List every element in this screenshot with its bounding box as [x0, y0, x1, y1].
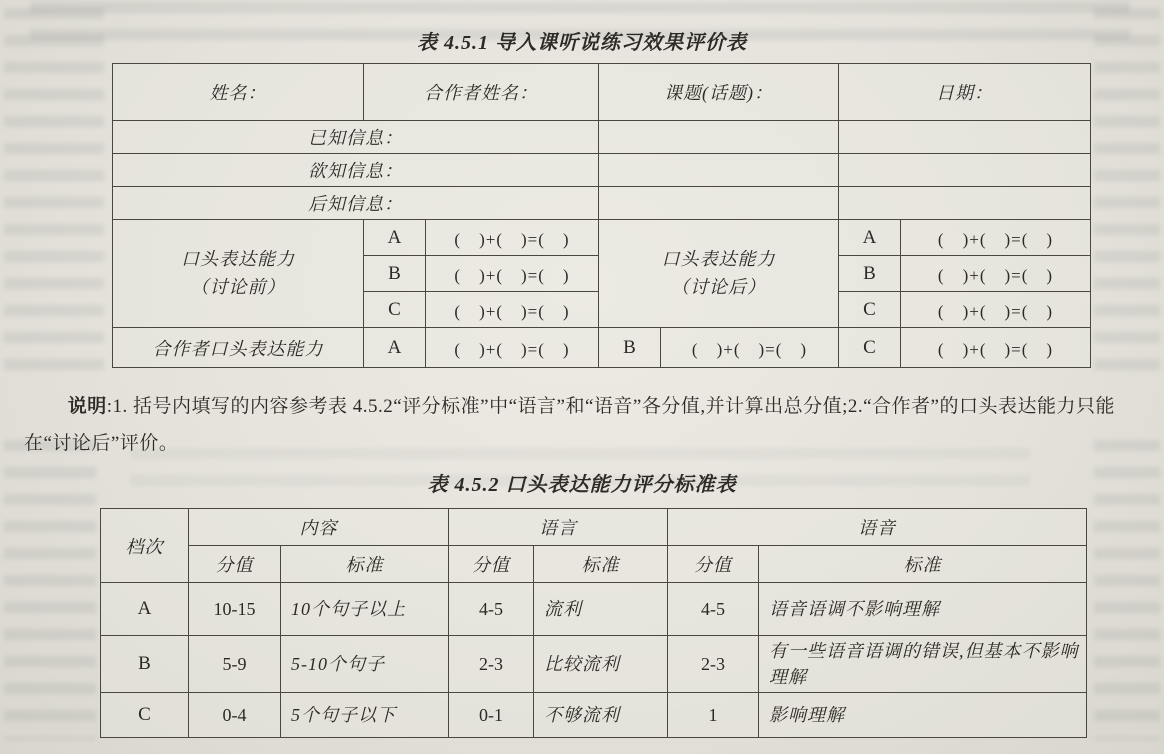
t2-header-content-score: 分值	[189, 546, 281, 583]
t1-partner-grade-c: C	[839, 328, 901, 368]
t1-partner-grade-a: A	[364, 328, 426, 368]
t1-header-name: 姓名：	[113, 64, 364, 121]
t1-partner-formula-b: ( )+( )=( )	[661, 328, 839, 368]
t2-row-c-pron-score: 1	[668, 693, 759, 738]
t1-post-formula-b: ( )+( )=( )	[901, 256, 1091, 292]
t2-header-pronunciation: 语音	[668, 509, 1087, 546]
t2-row-a-pron-score: 4-5	[668, 583, 759, 636]
t1-partner-grade-b: B	[599, 328, 661, 368]
t1-blank-cell	[839, 121, 1091, 154]
t1-learned-info-label: 后知信息：	[113, 187, 599, 220]
t1-want-to-know-label: 欲知信息：	[113, 154, 599, 187]
t2-row-a-content-score: 10-15	[189, 583, 281, 636]
t1-blank-cell	[839, 187, 1091, 220]
t2-header-language-score: 分值	[449, 546, 534, 583]
t1-post-formula-a: ( )+( )=( )	[901, 220, 1091, 256]
t2-header-language: 语言	[449, 509, 668, 546]
note-prefix: 说明	[67, 396, 107, 417]
t2-row-b-content-standard: 5-10个句子	[281, 636, 449, 693]
t1-pre-formula-b: ( )+( )=( )	[426, 256, 599, 292]
table2-title: 表 4.5.2 口头表达能力评分标准表	[427, 474, 737, 496]
t1-pre-formula-a: ( )+( )=( )	[426, 220, 599, 256]
table-note	[24, 388, 1150, 462]
t1-post-grade-b: B	[839, 256, 901, 292]
t1-partner-formula-c: ( )+( )=( )	[901, 328, 1091, 368]
t1-blank-cell	[599, 154, 839, 187]
bleedthrough-ghost	[1094, 8, 1160, 378]
t1-pre-grade-b: B	[364, 256, 426, 292]
t1-post-discussion-label: 口头表达能力 （讨论后）	[599, 220, 839, 328]
note-body: :1. 括号内填写的内容参考表 4.5.2“评分标准”中“语言”和“语音”各分值,并计算出总分值;2.“合作者”的口头表达能力只能在“讨论后”评价。	[24, 396, 1115, 455]
t2-header-content: 内容	[189, 509, 449, 546]
scoring-standard-table-452	[100, 508, 1087, 738]
t1-blank-cell	[839, 154, 1091, 187]
t1-pre-grade-a: A	[364, 220, 426, 256]
t2-header-content-standard: 标准	[281, 546, 449, 583]
t2-row-c-grade: C	[101, 693, 189, 738]
t1-blank-cell	[599, 187, 839, 220]
t2-row-b-grade: B	[101, 636, 189, 693]
t2-row-c-content-standard: 5个句子以下	[281, 693, 449, 738]
t2-row-a-language-score: 4-5	[449, 583, 534, 636]
t2-row-b-pron-score: 2-3	[668, 636, 759, 693]
t2-row-c-language-standard: 不够流利	[534, 693, 668, 738]
t2-row-b-language-score: 2-3	[449, 636, 534, 693]
t2-row-b-language-standard: 比较流利	[534, 636, 668, 693]
t2-header-grade: 档次	[101, 509, 189, 583]
t2-row-a-pron-standard: 语音语调不影响理解	[759, 583, 1087, 636]
t2-row-c-language-score: 0-1	[449, 693, 534, 738]
t1-partner-ability-label: 合作者口头表达能力	[113, 328, 364, 368]
t2-row-b-pron-standard: 有一些语音语调的错误,但基本不影响理解	[759, 636, 1087, 693]
t1-blank-cell	[599, 121, 839, 154]
t1-pre-discussion-label: 口头表达能力 （讨论前）	[113, 220, 364, 328]
t1-header-partner-name: 合作者姓名：	[364, 64, 599, 121]
t2-row-a-grade: A	[101, 583, 189, 636]
evaluation-table-451	[112, 63, 1091, 368]
t1-pre-grade-c: C	[364, 292, 426, 328]
t1-post-grade-c: C	[839, 292, 901, 328]
t1-header-date: 日期：	[839, 64, 1091, 121]
t1-partner-formula-a: ( )+( )=( )	[426, 328, 599, 368]
t2-row-b-content-score: 5-9	[189, 636, 281, 693]
t1-pre-formula-c: ( )+( )=( )	[426, 292, 599, 328]
t2-row-c-content-score: 0-4	[189, 693, 281, 738]
t2-row-a-language-standard: 流利	[534, 583, 668, 636]
t2-header-language-standard: 标准	[534, 546, 668, 583]
t1-post-formula-c: ( )+( )=( )	[901, 292, 1091, 328]
t1-known-info-label: 已知信息：	[113, 121, 599, 154]
t1-post-grade-a: A	[839, 220, 901, 256]
table1-title: 表 4.5.1 导入课听说练习效果评价表	[417, 32, 747, 54]
t2-row-c-pron-standard: 影响理解	[759, 693, 1087, 738]
t2-header-pron-score: 分值	[668, 546, 759, 583]
t2-header-pron-standard: 标准	[759, 546, 1087, 583]
t2-row-a-content-standard: 10个句子以上	[281, 583, 449, 636]
t1-header-topic: 课题(话题)：	[599, 64, 839, 121]
bleedthrough-ghost	[4, 8, 104, 378]
